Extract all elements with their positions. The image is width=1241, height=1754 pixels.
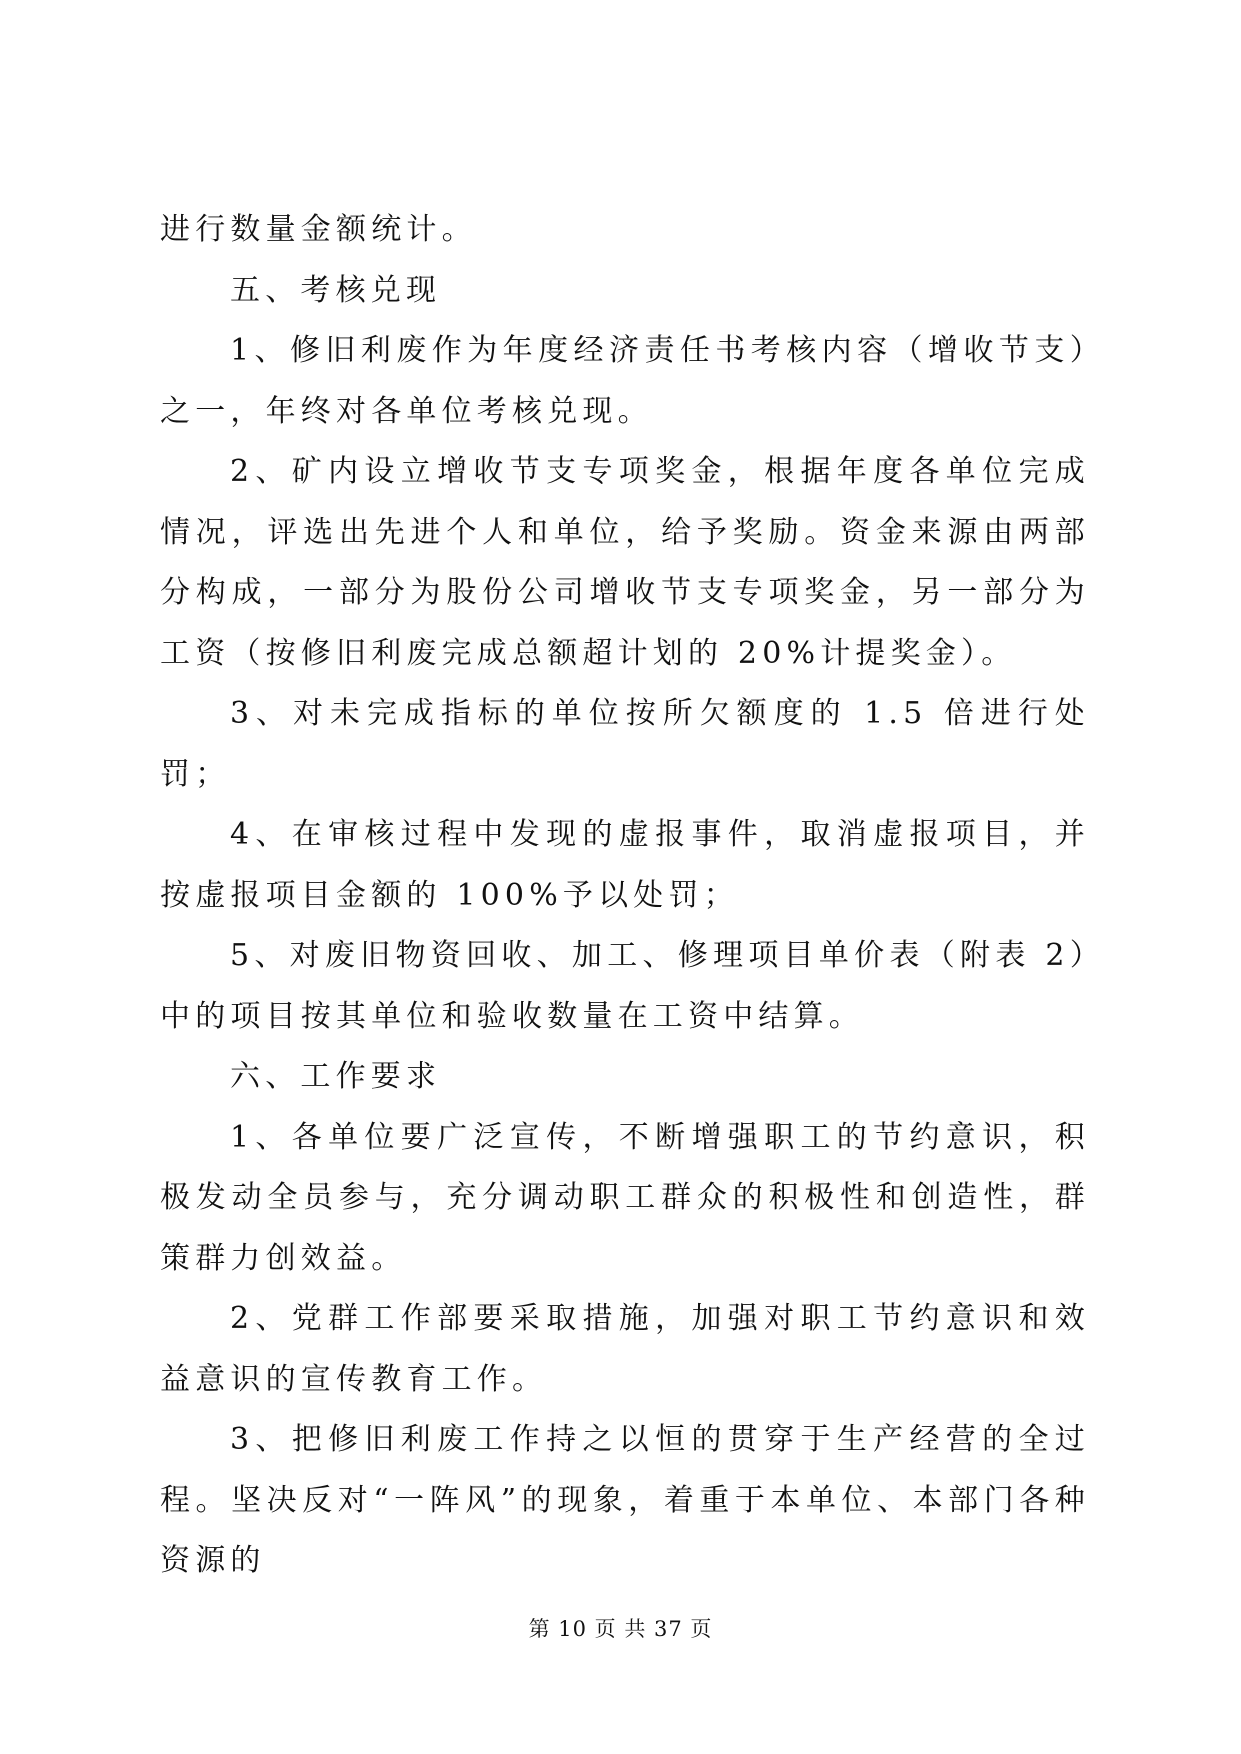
- section-heading-assessment: 五、考核兑现: [230, 272, 442, 308]
- paragraph-requirements-3: 3、把修旧利废工作持之以恒的贯穿于生产经营的全过程。坚决反对“一阵风”的现象，着重于本单位、本部门各种资源的: [160, 1422, 1090, 1578]
- paragraph-assessment-1: 1、修旧利废作为年度经济责任书考核内容（增收节支）之一，年终对各单位考核兑现。: [160, 333, 1090, 429]
- paragraph-requirements-1: 1、各单位要广泛宣传，不断增强职工的节约意识，积极发动全员参与，充分调动职工群众的积极性和创造性，群策群力创效益。: [160, 1119, 1090, 1276]
- paragraph-continuation: 进行数量金额统计。: [160, 212, 477, 247]
- page-footer: 第 10 页 共 37 页: [528, 1617, 713, 1641]
- paragraph-assessment-2: 2、矿内设立增收节支专项奖金，根据年度各单位完成情况，评选出先进个人和单位，给予奖励。资金来源由两部分构成，一部分为股份公司增收节支专项奖金，另一部分为工资（按修旧利废完成总额超计划的 20%计提奖金）。: [160, 454, 1090, 671]
- document-body: [160, 200, 1090, 1592]
- paragraph-requirements-2: 2、党群工作部要采取措施，加强对职工节约意识和效益意识的宣传教育工作。: [160, 1301, 1090, 1397]
- paragraph-assessment-4: 4、在审核过程中发现的虚报事件，取消虚报项目，并按虚报项目金额的 100%予以处罚；: [160, 817, 1090, 913]
- paragraph-assessment-5: 5、对废旧物资回收、加工、修理项目单价表（附表 2）中的项目按其单位和验收数量在工资中结算。: [160, 938, 1090, 1034]
- paragraph-assessment-3: 3、对未完成指标的单位按所欠额度的 1.5 倍进行处罚；: [160, 696, 1090, 792]
- section-heading-requirements: 六、工作要求: [230, 1059, 442, 1094]
